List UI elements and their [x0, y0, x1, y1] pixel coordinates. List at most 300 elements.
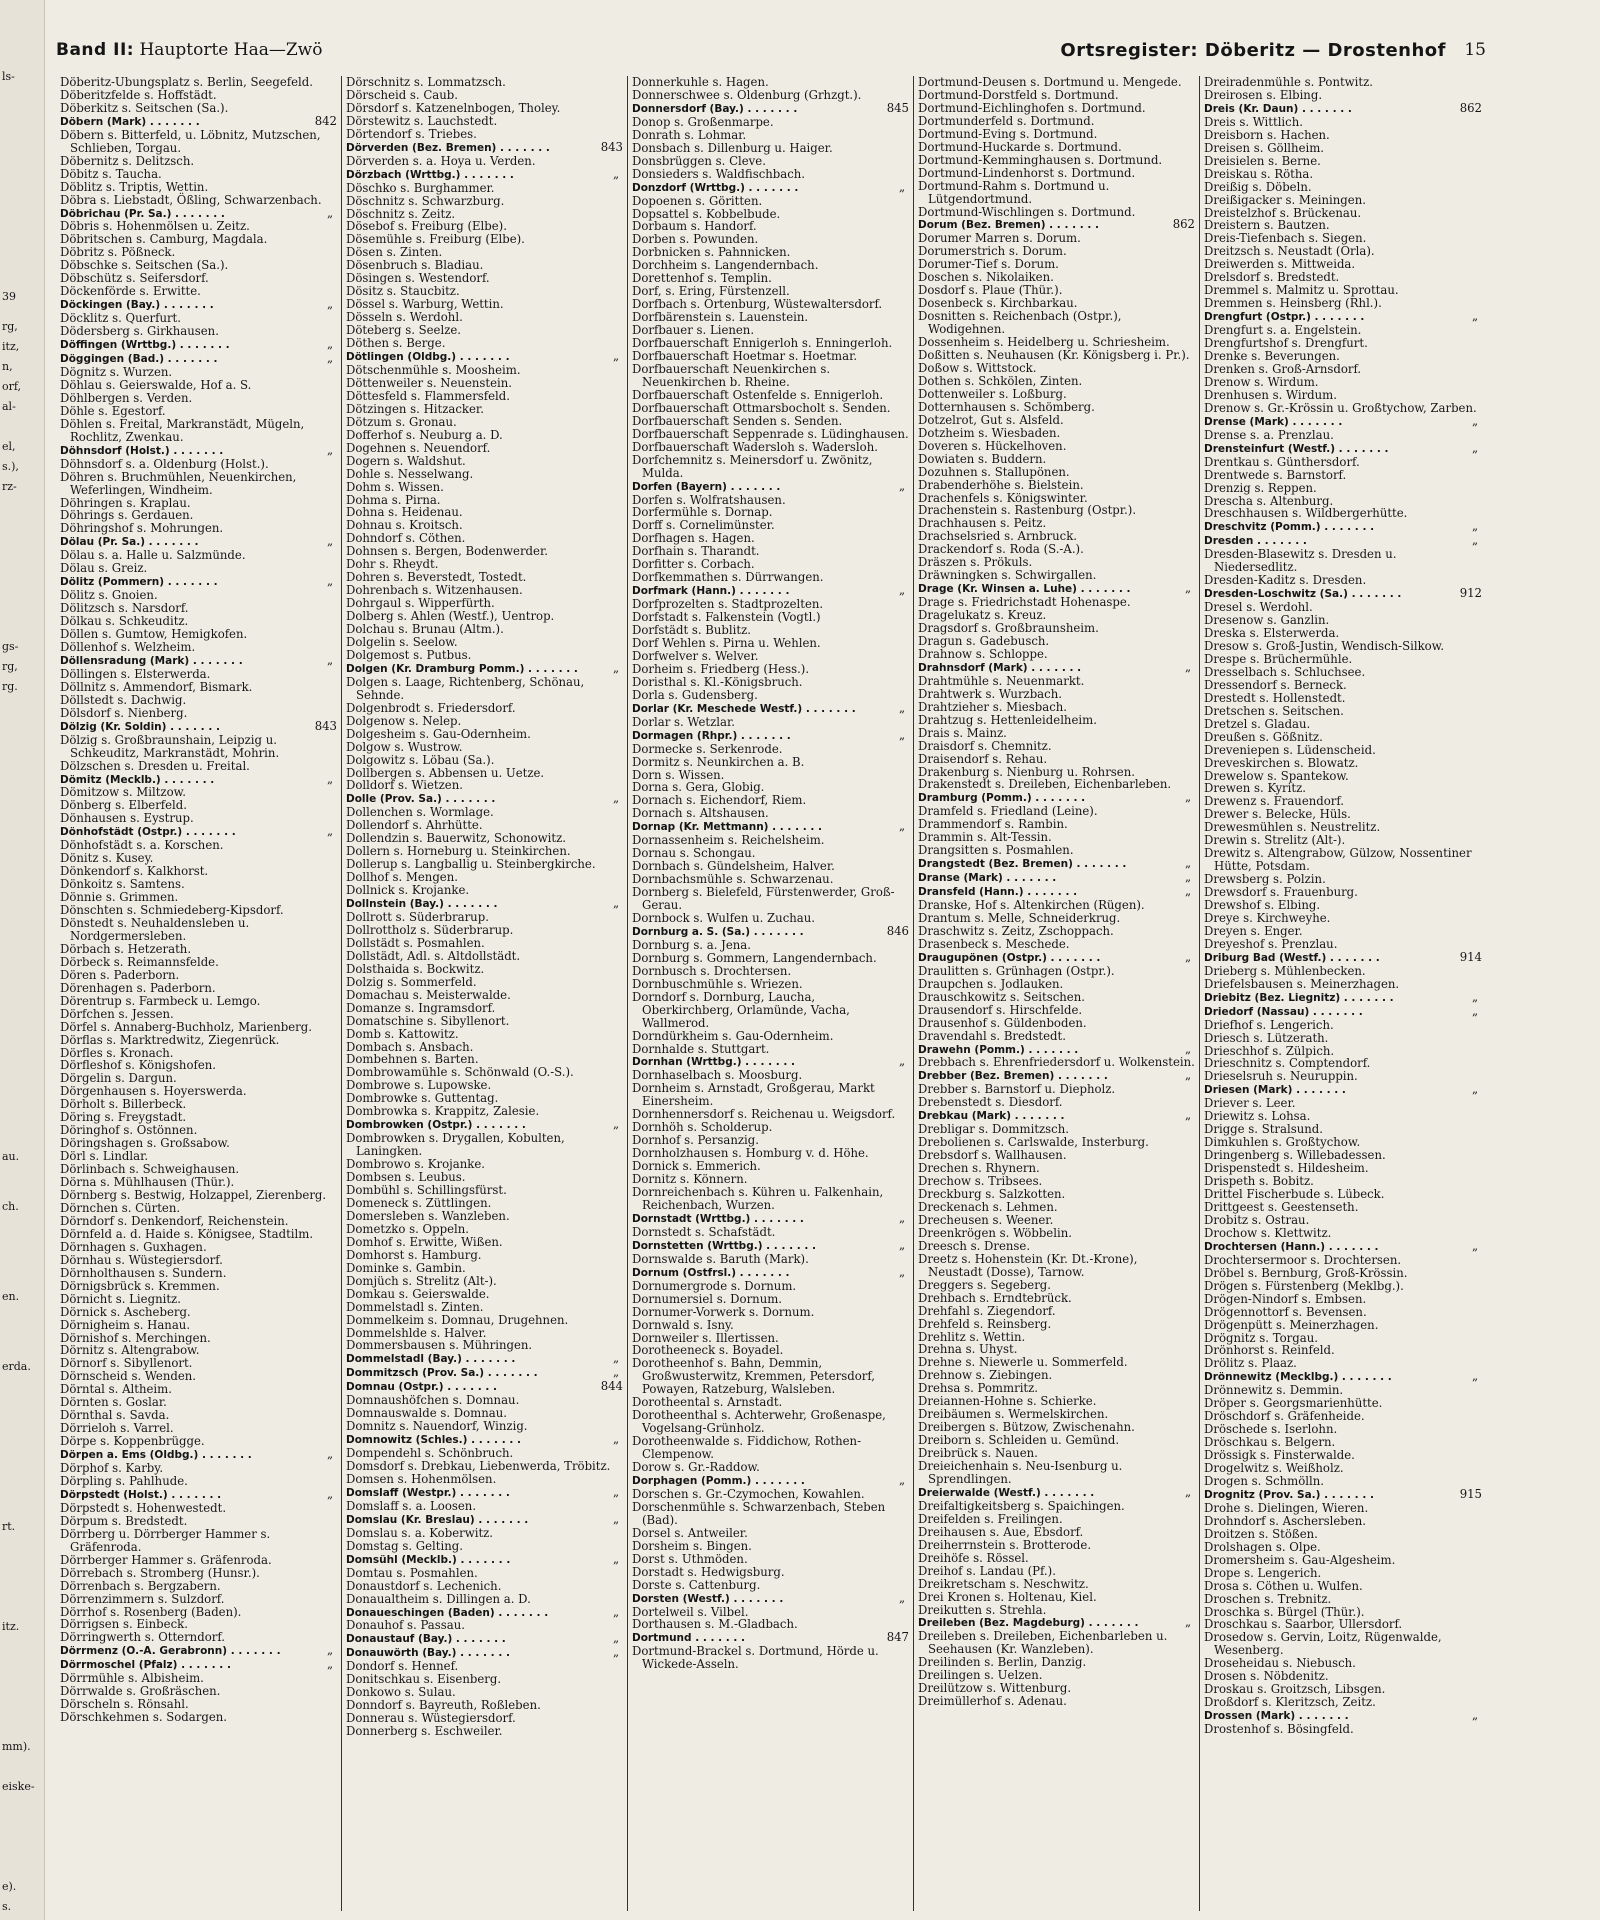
register-entry: Drasenbeck s. Meschede.	[918, 936, 1070, 951]
entry-page-ref: 843	[314, 718, 337, 733]
register-entry: Donkowo s. Sulau.	[346, 1685, 456, 1700]
register-entry: „ Döckingen (Bay.) . . . . . . .	[60, 297, 334, 312]
register-entry: Domslaff s. a. Loosen.	[346, 1498, 477, 1513]
entry-main-place: Döbern (Mark) . . . . . . .	[60, 115, 200, 128]
register-entry: „ Dorfmark (Hann.) . . . . . . .	[632, 583, 906, 598]
register-entry: Döschnitz s. Zeitz.	[346, 206, 456, 221]
register-entry: Draupchen s. Jodlauken.	[918, 976, 1064, 991]
register-entry: Dorla s. Gudensberg.	[632, 687, 758, 702]
register-entry: Dreistern s. Bautzen.	[1204, 218, 1330, 233]
register-entry: Donsbach s. Dillenburg u. Haiger.	[632, 140, 833, 155]
register-entry: Donop s. Großenmarpe.	[632, 114, 774, 129]
margin-fragment: rz-	[2, 480, 17, 493]
register-entry: „ Dötlingen (Oldbg.) . . . . . . .	[346, 349, 620, 364]
register-entry: Donndorf s. Bayreuth, Roßleben.	[346, 1698, 541, 1713]
register-entry: Dröschdorf s. Gräfenheide.	[1204, 1409, 1365, 1424]
register-entry: Driever s. Leer.	[1204, 1096, 1296, 1111]
register-entry: „ Dreileben (Bez. Magdeburg) . . . . . . .	[918, 1615, 1192, 1630]
register-entry: Dörnhagen s. Guxhagen.	[60, 1239, 207, 1254]
register-entry: Drantum s. Melle, Schneiderkrug.	[918, 911, 1121, 925]
register-entry: Dörndorf s. Denkendorf, Reichenstein.	[60, 1213, 289, 1228]
register-entry: Dommelshlde s. Halver.	[346, 1325, 487, 1340]
register-entry: Döberitz-Übungsplatz s. Berlin, Seegefeld.	[60, 76, 313, 89]
register-entry: Donnerschwee s. Oldenburg (Grhzgt.).	[632, 87, 862, 102]
entry-main-place: Drebber (Bez. Bremen) . . . . . . .	[918, 1070, 1108, 1083]
register-entry: Döttesfeld s. Flammersfeld.	[346, 388, 510, 403]
register-entry: Drenken s. Groß-Arnsdorf.	[1204, 361, 1362, 376]
register-entry: Drohe s. Dielingen, Wieren.	[1204, 1500, 1369, 1515]
entry-page-ref: 842	[314, 113, 337, 128]
register-entry: Dörrieloh s. Varrel.	[60, 1421, 174, 1436]
entry-main-place: Drochtersen (Hann.) . . . . . . .	[1204, 1240, 1379, 1253]
register-entry: Dohr s. Rheydt.	[346, 557, 439, 572]
register-entry: Dösemühle s. Freiburg (Elbe).	[346, 232, 525, 247]
register-entry: „ Drahnsdorf (Mark) . . . . . . .	[918, 659, 1192, 674]
register-entry: Dohnau s. Kroitsch.	[346, 518, 463, 533]
register-entry: Drehlitz s. Wettin.	[918, 1329, 1026, 1344]
register-entry: Drahnow s. Schloppe.	[918, 646, 1048, 661]
register-entry: Drammendorf s. Rambin.	[918, 817, 1068, 832]
register-entry: Dreisielen s. Berne.	[1204, 153, 1321, 168]
margin-fragment: n,	[2, 360, 13, 373]
register-entry: Doßow s. Wittstock.	[918, 360, 1037, 375]
register-entry: Dörrwalde s. Großräschen.	[60, 1684, 221, 1699]
register-entry: Drecheusen s. Weener.	[918, 1212, 1054, 1227]
register-entry: Dörfchen s. Jessen.	[60, 1006, 174, 1021]
register-entry: Dorfbauerschaft Ennigerloh s. Enningerloh.	[632, 336, 893, 351]
register-entry: Dörna s. Mühlhausen (Thür.).	[60, 1175, 235, 1190]
register-entry: Dorfbauerschaft Wadersloh s. Wadersloh.	[632, 439, 878, 454]
entry-main-place: Dreschvitz (Pomm.) . . . . . . .	[1204, 521, 1375, 534]
register-entry: „ Drage (Kr. Winsen a. Luhe) . . . . . . .	[918, 581, 1192, 596]
register-entry: „ Dörrmenz (O.-A. Gerabronn) . . . . . . .	[60, 1643, 334, 1658]
register-entry: Dornach s. Altshausen.	[632, 806, 769, 821]
register-entry: Dörnicht s. Liegnitz.	[60, 1291, 181, 1306]
entry-main-place: Drossen (Mark) . . . . . . .	[1204, 1710, 1349, 1723]
register-entry: Dölau s. Greiz.	[60, 561, 148, 576]
register-entry: Dollhof s. Mengen.	[346, 870, 458, 885]
entry-main-place: Dombrowken (Ostpr.) . . . . . . .	[346, 1119, 526, 1132]
register-page	[56, 76, 1490, 1911]
register-entry: Drachhausen s. Peitz.	[918, 516, 1047, 531]
register-entry: Dörnigheim s. Hanau.	[60, 1317, 191, 1332]
register-entry: Döhren s. Bruchmühlen, Neuenkirchen, Weferlingen, Windheim.	[60, 469, 297, 497]
register-entry: Dragelukatz s. Kreuz.	[918, 608, 1047, 623]
register-entry: Domsdorf s. Drebkau, Liebenwerda, Tröbitz.	[346, 1459, 611, 1474]
register-entry: Dorfbauerschaft Hoetmar s. Hoetmar.	[632, 349, 858, 364]
register-entry: Dorste s. Cattenburg.	[632, 1577, 761, 1592]
register-entry: Drengfurt s. a. Engelstein.	[1204, 323, 1362, 338]
register-entry: Droskau s. Groitzsch, Libsgen.	[1204, 1682, 1386, 1697]
margin-fragment: s.	[2, 1900, 12, 1913]
register-entry: Drakenstedt s. Dreileben, Eichenbarleben.	[918, 777, 1172, 792]
register-entry: Dreiborn s. Schleiden u. Gemünd.	[918, 1433, 1120, 1448]
register-entry: Drieberg s. Mühlenbecken.	[1204, 963, 1366, 978]
register-entry: Dörntal s. Altheim.	[60, 1382, 172, 1397]
register-entry: Döbra s. Liebstadt, Ößling, Schwarzenbach.	[60, 192, 322, 207]
register-entry: Döring s. Freygstadt.	[60, 1110, 187, 1125]
register-entry: Dornau s. Schongau.	[632, 846, 756, 861]
register-entry: Dornholzhausen s. Homburg v. d. Höhe.	[632, 1146, 869, 1161]
register-entry	[1204, 951, 1482, 965]
register-entry: Döllstedt s. Dachwig.	[60, 692, 187, 707]
register-entry: Döllingen s. Elsterwerda.	[60, 666, 211, 681]
register-entry: Döhlen s. Freital, Markranstädt, Mügeln, Rochlitz, Zwenkau.	[60, 416, 305, 444]
entry-page-ref: 847	[886, 1630, 909, 1645]
register-entry: Dornburg s. a. Jena.	[632, 937, 751, 952]
register-entry: Dötschenmühle s. Moosheim.	[346, 362, 521, 377]
register-entry: Döbritschen s. Camburg, Magdala.	[60, 232, 268, 247]
entry-main-place: Drebkau (Mark) . . . . . . .	[918, 1110, 1065, 1123]
register-entry: Drögennottorf s. Bevensen.	[1204, 1304, 1367, 1319]
register-entry: Donnerau s. Wüstegiersdorf.	[346, 1711, 516, 1726]
register-entry: Dorsel s. Antweiler.	[632, 1525, 748, 1540]
register-entry: Domanze s. Ingramsdorf.	[346, 1000, 496, 1015]
register-entry: Dreileben s. Dreileben, Eichenbarleben u. Seehausen (Kr. Wanzleben).	[918, 1629, 1168, 1657]
register-entry: Drebolienen s. Carlswalde, Insterburg.	[918, 1135, 1149, 1150]
register-entry: Drewenz s. Frauendorf.	[1204, 794, 1344, 809]
register-entry: Dollenchen s. Wormlage.	[346, 805, 494, 820]
register-entry: Donnerberg s. Eschweiler.	[346, 1724, 503, 1739]
register-entry: Dosenbeck s. Kirchbarkau.	[918, 296, 1078, 311]
entry-page-ref: 845	[886, 100, 909, 115]
register-entry: Dohna s. Heidenau.	[346, 505, 463, 520]
register-entry: Dreye s. Kirchweyhe.	[1204, 911, 1331, 925]
register-entry: Dörholt s. Billerbeck.	[60, 1097, 187, 1112]
entry-main-place: Driburg Bad (Westf.) . . . . . . .	[1204, 951, 1380, 964]
register-entry: Dresenow s. Ganzlin.	[1204, 613, 1330, 628]
margin-fragment: s.),	[2, 460, 19, 473]
register-entry: Dörenhagen s. Paderborn.	[60, 980, 216, 995]
entry-main-place: Dornburg a. S. (Sa.) . . . . . . .	[632, 925, 804, 938]
margin-fragment: au.	[2, 1150, 20, 1163]
register-entry: Dombühl s. Schillingsfürst.	[346, 1183, 507, 1198]
register-entry: Dörrenbach s. Bergzabern.	[60, 1578, 221, 1593]
register-entry: Dölkau s. Schkeuditz.	[60, 614, 189, 629]
register-entry: Dorthausen s. M.-Gladbach.	[632, 1617, 798, 1632]
entry-main-place: Dorlar (Kr. Meschede Westf.) . . . . . . .	[632, 702, 856, 715]
register-entry: Dörscheln s. Rönsahl.	[60, 1697, 189, 1712]
register-entry: „ Dornum (Ostfrsl.) . . . . . . .	[632, 1264, 906, 1279]
register-entry: „ Dörzbach (Wrttbg.) . . . . . . .	[346, 166, 620, 181]
entry-main-place: Draugupönen (Ostpr.) . . . . . . .	[918, 951, 1101, 964]
register-entry: Dorotheenhof s. Bahn, Demmin, Großwusterwitz, Kremmen, Petersdorf, Powayen, Ratzeburg, Walsleben.	[632, 1356, 875, 1397]
register-entry: Dösitz s. Staucbitz.	[346, 284, 460, 299]
register-entry: Drispenstedt s. Hildesheim.	[1204, 1161, 1369, 1176]
register-entry: Domb s. Kattowitz.	[346, 1026, 459, 1041]
register-entry: „ Dommitzsch (Prov. Sa.) . . . . . . .	[346, 1365, 620, 1380]
entry-main-place: Donaustauf (Bay.) . . . . . . .	[346, 1633, 506, 1646]
register-entry: „ Domnowitz (Schles.) . . . . . . .	[346, 1432, 620, 1447]
register-entry: „ Dornhan (Wrttbg.) . . . . . . .	[632, 1054, 906, 1069]
register-entry: Dortmund-Eichlinghofen s. Dortmund.	[918, 100, 1146, 115]
register-entry: Drenhusen s. Wirdum.	[1204, 387, 1337, 402]
register-entry: Döringhof s. Ostönnen.	[60, 1123, 198, 1138]
register-entry: Dreirosen s. Elbing.	[1204, 87, 1323, 102]
register-entry: „ Dörpen a. Ems (Oldbg.) . . . . . . .	[60, 1447, 334, 1462]
register-entry: Drewen s. Kyritz.	[1204, 781, 1306, 796]
entry-main-place: Döggingen (Bad.) . . . . . . .	[60, 353, 218, 366]
register-entry: Drausenhof s. Güldenboden.	[918, 1015, 1087, 1030]
register-entry: Dornstedt s. Schafstädt.	[632, 1224, 776, 1239]
register-entry: Dossenheim s. Heidelberg u. Schriesheim.	[918, 335, 1170, 350]
register-entry: Dotternhausen s. Schömberg.	[918, 399, 1095, 414]
register-entry: Dreesch s. Drense.	[918, 1238, 1031, 1253]
register-entry: Dröbel s. Bernburg, Groß-Krössin.	[1204, 1265, 1408, 1280]
entry-main-place: Dornhan (Wrttbg.) . . . . . . .	[632, 1056, 796, 1069]
register-entry: Dörnthal s. Savda.	[60, 1408, 170, 1423]
register-entry: Dörnten s. Goslar.	[60, 1395, 167, 1410]
register-entry: Dreikutten s. Strehla.	[918, 1602, 1047, 1617]
register-entry: Dörrenzimmern s. Sulzdorf.	[60, 1591, 225, 1606]
register-entry: Drehfahl s. Ziegendorf.	[918, 1303, 1056, 1318]
register-entry	[346, 141, 623, 155]
register-entry: Dreilingen s. Uelzen.	[918, 1668, 1043, 1683]
register-entry: Dörl s. Lindlar.	[60, 1149, 149, 1164]
register-entry: Döbschütz s. Seifersdorf.	[60, 271, 209, 286]
register-entry: Dorbaum s. Handorf.	[632, 219, 757, 234]
register-entry: Drespe s. Brüchermühle.	[1204, 651, 1353, 666]
register-entry: Dommelkeim s. Domnau, Drugehnen.	[346, 1312, 569, 1327]
register-entry: Döbitz s. Taucha.	[60, 166, 162, 181]
register-entry: Doßitten s. Neuhausen (Kr. Königsberg i. Pr.).	[918, 348, 1190, 363]
entry-main-place: Dreis (Kr. Daun) . . . . . . .	[1204, 102, 1352, 115]
register-entry: Dombrowken s. Drygallen, Kobulten, Laningken.	[346, 1131, 565, 1159]
register-entry: Dorschen s. Gr.-Czymochen, Kowahlen.	[632, 1486, 865, 1501]
register-entry: Dornhöh s. Scholderup.	[632, 1120, 773, 1135]
register-entry: Draisendorf s. Rehau.	[918, 751, 1048, 766]
register-entry: Dönstedt s. Neuhaldensleben u. Nordgermersleben.	[60, 916, 250, 943]
register-entry: Dombsen s. Leubus.	[346, 1170, 466, 1185]
margin-fragment: erda.	[2, 1360, 31, 1373]
register-entry: Dreetz s. Hohenstein (Kr. Dt.-Krone), Neustadt (Dosse), Tarnow.	[918, 1251, 1138, 1279]
register-entry: Drochow s. Klettwitz.	[1204, 1225, 1332, 1240]
register-entry: Dohrgaul s. Wipperfürth.	[346, 596, 495, 611]
register-entry: Dreggers s. Segeberg.	[918, 1277, 1051, 1292]
register-entry: Drieschhof s. Zülpich.	[1204, 1043, 1335, 1058]
register-entry: Dötzingen s. Hitzacker.	[346, 401, 484, 416]
register-entry: Dreisen s. Göllheim.	[1204, 140, 1325, 155]
entry-main-place: Dölau (Pr. Sa.) . . . . . . .	[60, 536, 199, 549]
entry-main-place: Drognitz (Prov. Sa.) . . . . . . .	[1204, 1488, 1374, 1501]
margin-fragment: rt.	[2, 1520, 16, 1533]
register-entry: Dornhof s. Persanzig.	[632, 1133, 759, 1148]
entry-main-place: Donnersdorf (Bay.) . . . . . . .	[632, 102, 798, 115]
entry-page-ref: 862	[1459, 100, 1482, 115]
register-entry	[632, 925, 909, 939]
register-entry: Dorotheenwalde s. Fiddichow, Rothen-Clempenow.	[632, 1434, 862, 1462]
register-entry: Dörnfeld a. d. Haide s. Königsee, Stadtilm.	[60, 1226, 314, 1241]
entry-main-place: Donzdorf (Wrttbg.) . . . . . . .	[632, 181, 799, 194]
register-entry: „ Drochtersen (Hann.) . . . . . . .	[1204, 1238, 1479, 1253]
register-entry: Dolsthaida s. Bockwitz.	[346, 961, 485, 976]
register-entry: Dresow s. Groß-Justin, Wendisch-Silkow.	[1204, 638, 1445, 653]
entry-main-place: Döffingen (Wrttbg.) . . . . . . .	[60, 339, 230, 352]
register-entry: Drense s. a. Prenzlau.	[1204, 427, 1334, 442]
entry-main-place: Dörrmenz (O.-A. Gerabronn) . . . . . . .	[60, 1645, 281, 1658]
register-entry: „ Dornap (Kr. Mettmann) . . . . . . .	[632, 819, 906, 834]
entry-page-ref: 914	[1459, 949, 1482, 964]
entry-main-place: Dreileben (Bez. Magdeburg) . . . . . . .	[918, 1617, 1139, 1630]
register-entry: Drakenburg s. Nienburg u. Rohrsen.	[918, 764, 1135, 779]
register-entry: Dönschten s. Schmiedeberg-Kipsdorf.	[60, 903, 284, 918]
register-entry: Dombrowke s. Guttentag.	[346, 1091, 499, 1106]
register-entry: Dollbergen s. Abbensen u. Uetze.	[346, 765, 545, 780]
margin-fragment: ls-	[2, 70, 15, 83]
register-entry: Drieschnitz s. Comptendorf.	[1204, 1056, 1371, 1071]
margin-fragment: e).	[2, 1880, 17, 1893]
register-entry: Dresel s. Werdohl.	[1204, 600, 1313, 615]
margin-fragment: 39	[2, 290, 16, 303]
register-entry: Dolzig s. Sommerfeld.	[346, 974, 477, 989]
register-entry: „ Dölitz (Pommern) . . . . . . .	[60, 574, 334, 589]
register-entry: Döringshagen s. Großsabow.	[60, 1136, 230, 1151]
register-entry: Dollstädt s. Posmahlen.	[346, 935, 485, 950]
register-entry: Dramfeld s. Friedland (Leine).	[918, 804, 1098, 819]
register-entry: Dreikretscham s. Neschwitz.	[918, 1576, 1089, 1591]
register-entry: Dornreichenbach s. Kühren u. Falkenhain, Reichenbach, Wurzen.	[632, 1185, 884, 1212]
register-entry: „ Döllensradung (Mark) . . . . . . .	[60, 652, 334, 667]
margin-fragment: itz.	[2, 1620, 20, 1633]
register-entry: Dohndorf s. Cöthen.	[346, 531, 466, 546]
register-entry: Dorlar s. Wetzlar.	[632, 714, 735, 729]
register-entry: Dreilinden s. Berlin, Danzig.	[918, 1655, 1087, 1670]
register-entry: Dringenberg s. Willebadessen.	[1204, 1148, 1386, 1163]
register-entry: Dörnick s. Ascheberg.	[60, 1304, 191, 1319]
entry-main-place: Dötlingen (Oldbg.) . . . . . . .	[346, 351, 510, 364]
register-entry: „ Dömitz (Mecklb.) . . . . . . .	[60, 771, 334, 786]
register-entry: „ Dranse (Mark) . . . . . . .	[918, 870, 1192, 885]
register-entry: „ Donzdorf (Wrttbg.) . . . . . . .	[632, 179, 906, 194]
register-entry: Dortmund-Kemminghausen s. Dortmund.	[918, 152, 1163, 167]
entry-main-place: Domsühl (Mecklb.) . . . . . . .	[346, 1553, 511, 1566]
register-entry: Dollerup s. Langballig u. Steinbergkirche.	[346, 857, 596, 872]
register-entry: Dörrberg u. Dörrberger Hammer s. Gräfenroda.	[60, 1526, 271, 1554]
register-entry: „ Donauwörth (Bay.) . . . . . . .	[346, 1645, 620, 1660]
register-entry: Dollstädt, Adl. s. Altdollstädt.	[346, 948, 521, 963]
register-entry: Drigge s. Stralsund.	[1204, 1122, 1323, 1137]
register-entry: Dorfhagen s. Hagen.	[632, 531, 755, 546]
register-entry: Draisdorf s. Chemnitz.	[918, 738, 1052, 753]
register-entry: Drobitz s. Ostrau.	[1204, 1212, 1310, 1227]
register-entry: „ Dönhofstädt (Ostpr.) . . . . . . .	[60, 824, 334, 839]
register-entry: Döbschke s. Seitschen (Sa.).	[60, 258, 229, 273]
register-entry: Dorfbach s. Ortenburg, Wüstewaltersdorf.	[632, 297, 883, 312]
register-entry: „ Drönnewitz (Mecklbg.) . . . . . . .	[1204, 1369, 1479, 1384]
register-entry: Dorotheeneck s. Boyadel.	[632, 1343, 784, 1358]
register-entry: Dorfbärenstein s. Lauenstein.	[632, 310, 809, 325]
register-entry: Döcklitz s. Querfurt.	[60, 311, 181, 326]
register-entry: Dohle s. Nesselwang.	[346, 466, 474, 481]
register-entry: Dönkendorf s. Kalkhorst.	[60, 864, 209, 879]
register-entry: Döthen s. Berge.	[346, 336, 446, 351]
register-entry: Dörnscheid s. Wenden.	[60, 1369, 197, 1384]
register-entry: Dragsdorf s. Großbraunsheim.	[918, 621, 1099, 636]
register-entry: Drewitz s. Altengrabow, Gülzow, Nossentiner Hütte, Potsdam.	[1204, 846, 1472, 874]
register-entry: Dräwningken s. Schwirgallen.	[918, 568, 1097, 583]
register-entry: Dörpling s. Pahlhude.	[60, 1473, 188, 1488]
entry-main-place: Dramburg (Pomm.) . . . . . . .	[918, 792, 1086, 805]
register-entry: Doveren s. Hückelhoven.	[918, 438, 1067, 453]
entry-main-place: Drage (Kr. Winsen a. Luhe) . . . . . . .	[918, 583, 1131, 596]
register-entry: Dreschhausen s. Wildbergerhütte.	[1204, 506, 1408, 521]
register-entry: Droitzen s. Stößen.	[1204, 1526, 1318, 1541]
register-entry: Dowiaten s. Buddern.	[918, 451, 1047, 466]
register-entry: Dödersberg s. Girkhausen.	[60, 324, 219, 339]
register-entry: „ Dorlar (Kr. Meschede Westf.) . . . . . . .	[632, 700, 906, 715]
entry-page-ref: 843	[600, 139, 623, 154]
entry-main-place: Drengfurt (Ostpr.) . . . . . . .	[1204, 311, 1365, 324]
register-entry: Dombrowka s. Krappitz, Zalesie.	[346, 1104, 540, 1119]
register-entry: Dogern s. Waldshut.	[346, 453, 466, 468]
entry-main-place: Dorphagen (Pomm.) . . . . . . .	[632, 1474, 805, 1487]
register-entry: Dorumer-Tief s. Dorum.	[918, 257, 1059, 272]
register-entry: Drolshagen s. Olpe.	[1204, 1539, 1321, 1554]
register-entry	[1204, 587, 1482, 601]
register-entry: Drochtersermoor s. Drochtersen.	[1204, 1252, 1402, 1267]
register-entry: „ Domslau (Kr. Breslau) . . . . . . .	[346, 1511, 620, 1526]
register-entry: Döschko s. Burghammer.	[346, 180, 495, 195]
register-entry: Dorheim s. Friedberg (Hess.).	[632, 661, 810, 676]
register-entry: Dölzig s. Großbraunshain, Leipzig u. Schkeuditz, Markranstädt, Mohrin.	[60, 732, 280, 760]
register-entry: Drabenderhöhe s. Bielstein.	[918, 477, 1084, 492]
register-entry: Dozuhnen s. Stallupönen.	[918, 464, 1070, 479]
register-entry: Dölsdorf s. Nienberg.	[60, 705, 188, 720]
register-entry: „ Dreierwalde (Westf.) . . . . . . .	[918, 1484, 1192, 1499]
register-entry: Dorettenhof s. Templin.	[632, 271, 772, 286]
register-entry: Dombrowo s. Krojanke.	[346, 1157, 485, 1172]
register-entry: Dopoenen s. Göritten.	[632, 193, 763, 208]
register-entry: Dörrebach s. Stromberg (Hunsr.).	[60, 1565, 260, 1580]
adjacent-page-margin	[0, 0, 45, 1920]
register-entry: „ Driebitz (Bez. Liegnitz) . . . . . . .	[1204, 989, 1479, 1004]
register-entry: „ Donaueschingen (Baden) . . . . . . .	[346, 1604, 620, 1619]
register-entry: „ Dornstetten (Wrttbg.) . . . . . . .	[632, 1237, 906, 1252]
register-entry: Dönnie s. Grimmen.	[60, 890, 179, 905]
register-entry: Dresden-Kaditz s. Dresden.	[1204, 573, 1367, 588]
register-entry: Döhlbergen s. Verden.	[60, 390, 193, 405]
register-entry: Drehsa s. Pommritz.	[918, 1381, 1038, 1396]
entry-main-place: Dorum (Bez. Bremen) . . . . . . .	[918, 219, 1100, 232]
register-entry: Dorfbauerschaft Ottmarsbocholt s. Senden.	[632, 400, 891, 415]
register-entry: „ Drawehn (Pomm.) . . . . . . .	[918, 1041, 1192, 1056]
register-entry: „ Döbrichau (Pr. Sa.) . . . . . . .	[60, 205, 334, 220]
register-entry: Dörfleshof s. Königshofen.	[60, 1058, 216, 1073]
register-entry: Dornitz s. Könnern.	[632, 1172, 748, 1187]
register-entry: „ Drebber (Bez. Bremen) . . . . . . .	[918, 1068, 1192, 1083]
register-entry: Dorna s. Gera, Globig.	[632, 780, 765, 795]
register-entry: Dortmund-Brackel s. Dortmund, Hörde u. Wickede-Asseln.	[632, 1644, 879, 1672]
register-entry: Domeneck s. Züttlingen.	[346, 1195, 492, 1210]
register-entry: Dornwald s. Isny.	[632, 1317, 734, 1332]
register-entry: Dreitzsch s. Neustadt (Orla).	[1204, 244, 1375, 259]
register-entry: Dreilützow s. Wittenburg.	[918, 1681, 1072, 1696]
register-entry: Dreihöfe s. Rössel.	[918, 1550, 1029, 1565]
margin-fragment: gs-	[2, 640, 19, 653]
register-entry: Drohndorf s. Aschersleben.	[1204, 1513, 1366, 1528]
register-entry: Dörlinbach s. Schweighausen.	[60, 1162, 240, 1177]
register-entry: Dönberg s. Elberfeld.	[60, 798, 187, 813]
register-entry: Dorfstadt s. Falkenstein (Vogtl.)	[632, 610, 821, 625]
margin-fragment: ch.	[2, 1200, 19, 1213]
register-entry: Drewsberg s. Polzin.	[1204, 872, 1326, 887]
register-entry: Droschka s. Bürgel (Thür.).	[1204, 1604, 1365, 1619]
entry-main-place: Domslau (Kr. Breslau) . . . . . . .	[346, 1513, 529, 1526]
register-entry: Dollrottholz s. Süderbrarup.	[346, 922, 514, 937]
register-entry: Dorfermühle s. Dornap.	[632, 505, 773, 520]
entry-main-place: Dörpen a. Ems (Oldbg.) . . . . . . .	[60, 1449, 252, 1462]
margin-fragment: rg.	[2, 680, 18, 693]
